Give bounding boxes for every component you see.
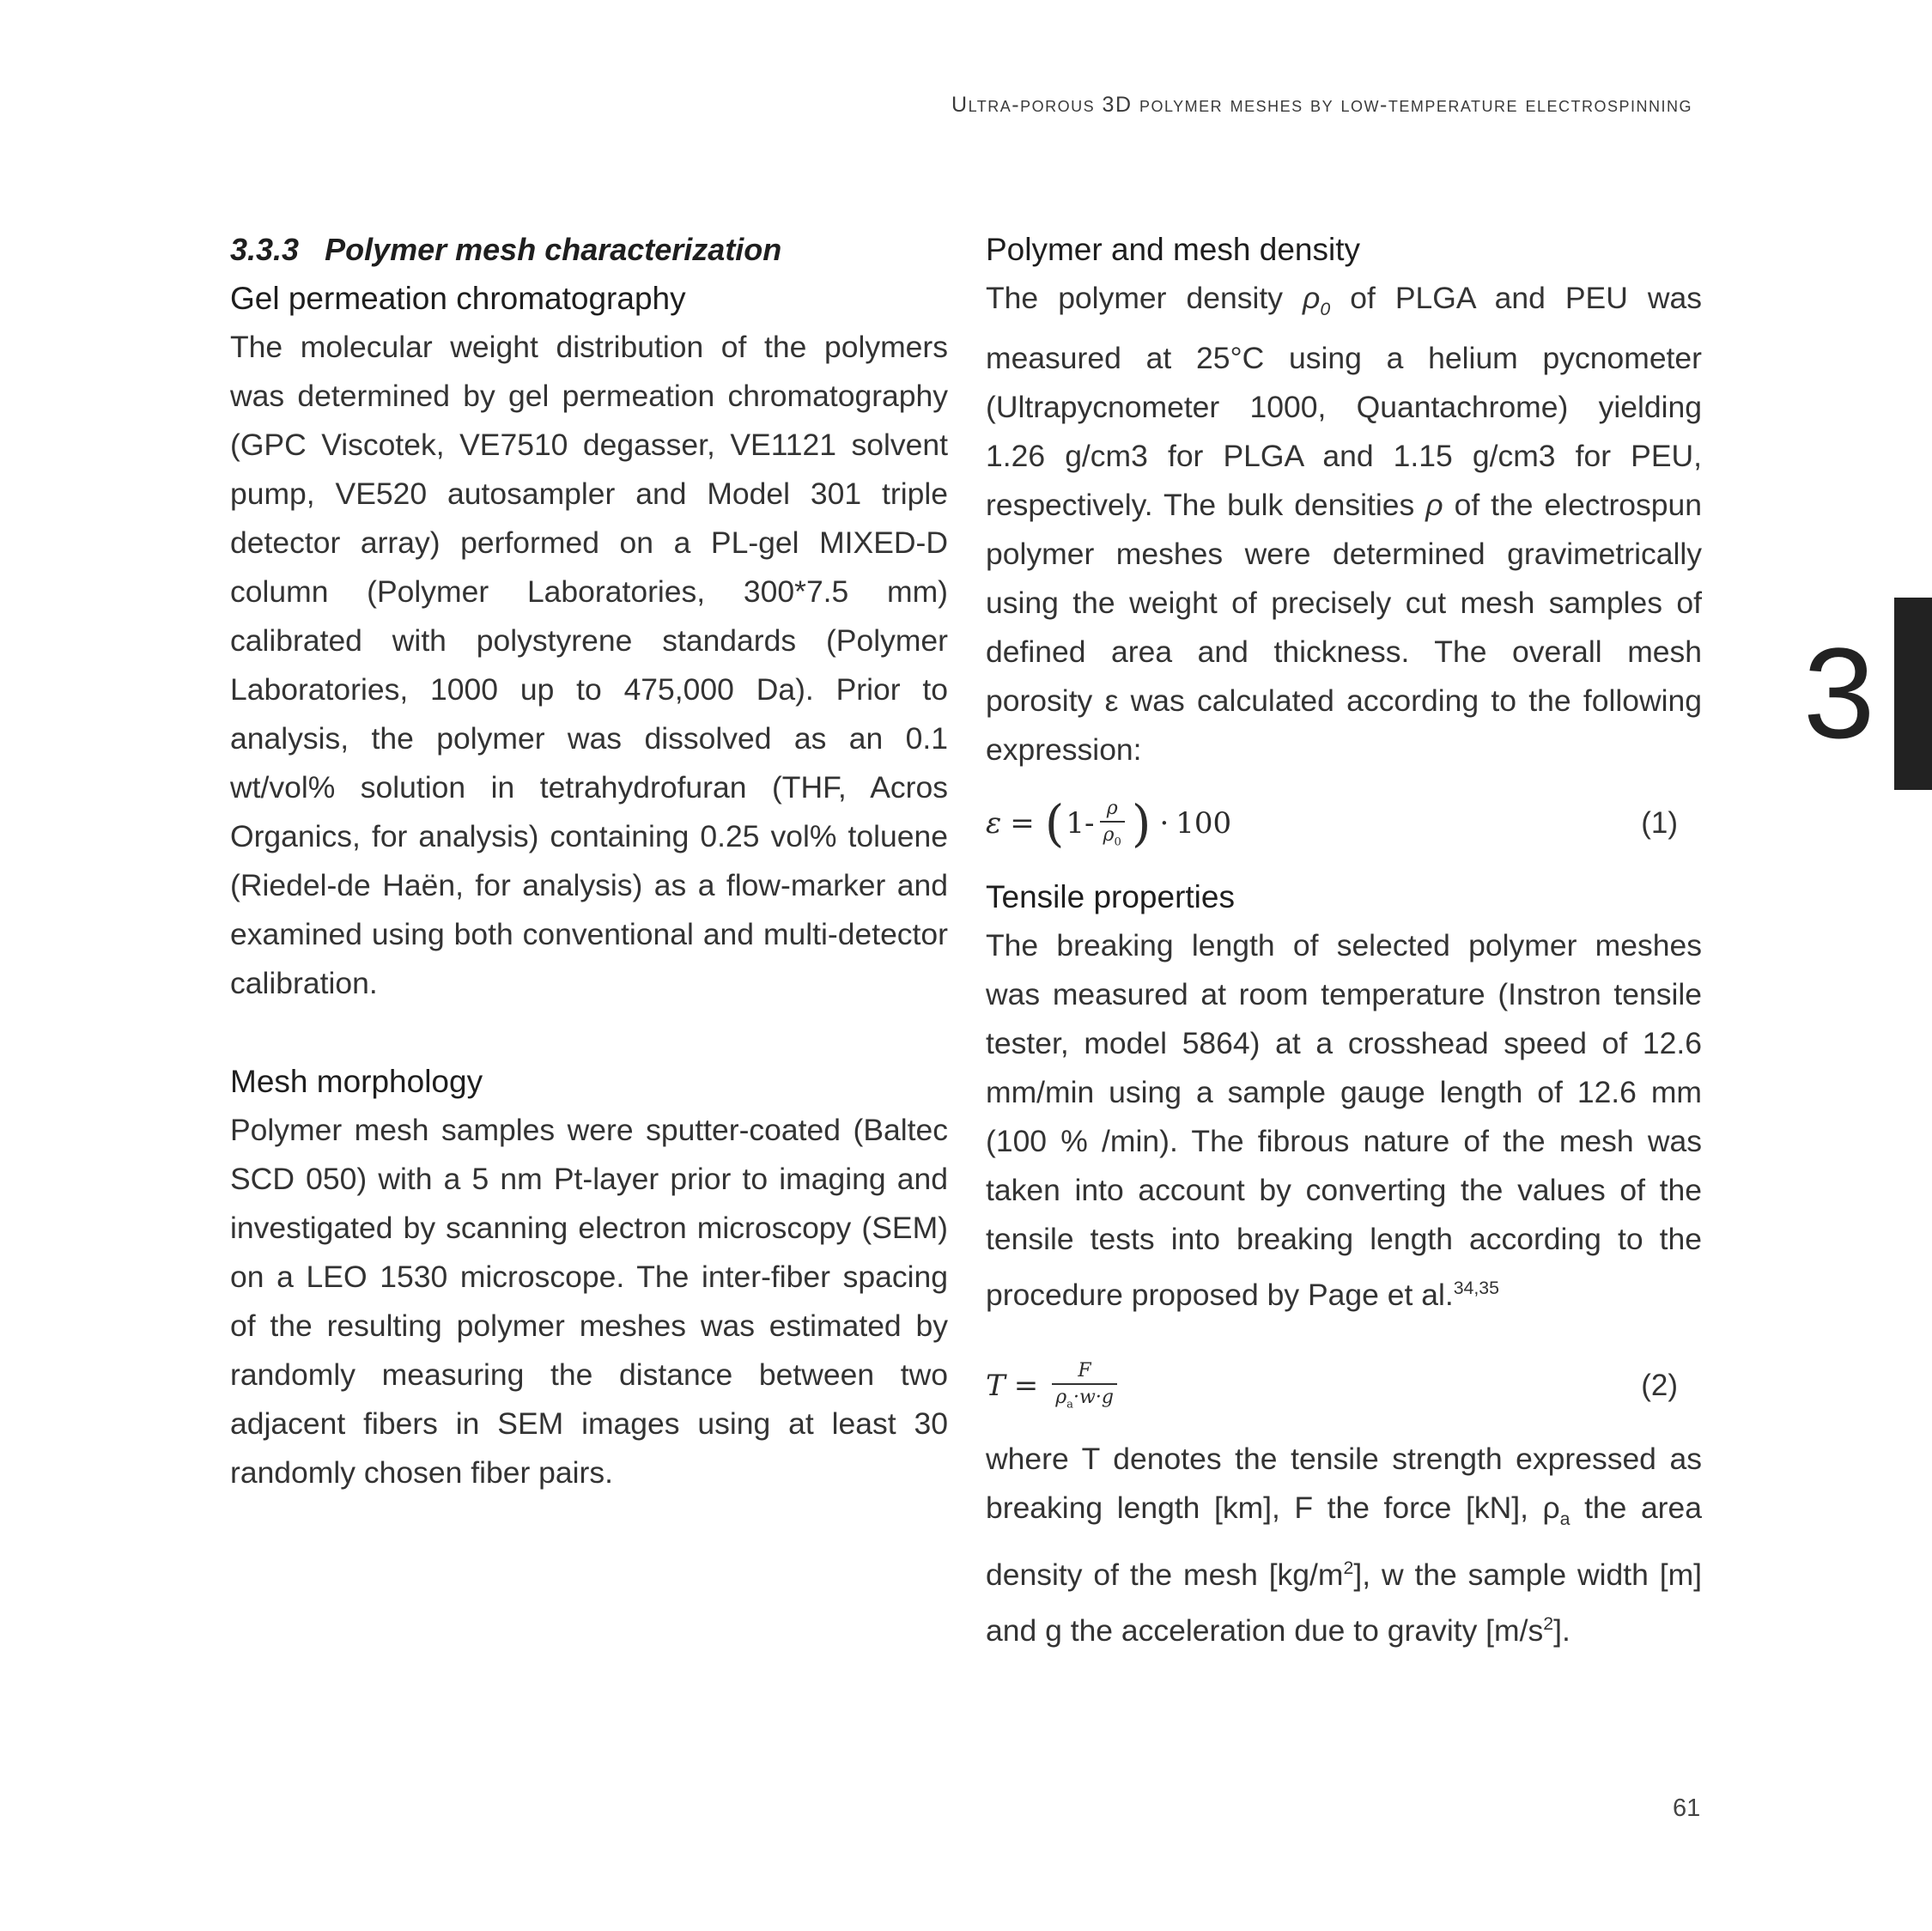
page-number: 61 bbox=[1673, 1794, 1701, 1822]
equation-1: ε = ( 1- $\frac{\rho}{\rho_0}$ ) · 100 (1) bbox=[986, 794, 1678, 853]
bulk-density-symbol: ρ bbox=[1425, 488, 1443, 523]
gpc-paragraph: The molecular weight distribution of the polymers was determined by gel permeation chromatography (GPC Viscotek, VE7510 degasser, VE1121 solvent pump, VE520 autosampler and Model 301 triple detector array) performed on a PL-gel MIXED-D column (Polymer Laboratories, 300*7.5 mm) calibrated with polystyrene standards (Polymer Laboratories, 1000 up to 475,000 Da). Prior to analysis, the polymer was dissolved as an 0.1 wt/vol% solution in tetrahydrofuran (THF, Acros Organics, for analysis) containing 0.25 vol% toluene (Riedel-de Haën, for analysis) as a flow-marker and examined using both conventional and multi-detector calibration. bbox=[230, 330, 948, 1000]
tensile-text: The breaking length of selected polymer meshes was measured at room temperature (Instron tensile tester, model 5864) at a crosshead speed of 12.6 mm/min using a sample gauge length of 12.6 mm (100 % /min). The fibrous nature of the mesh was taken into account by converting the values of the tensile tests into breaking length according to the procedure proposed by Page et al. bbox=[986, 928, 1702, 1312]
eq1-one-minus: 1- bbox=[1066, 806, 1095, 841]
right-column bbox=[986, 225, 1702, 1655]
density-text-1: The polymer density bbox=[986, 281, 1283, 315]
eq1-lhs: ε bbox=[986, 806, 1002, 841]
chapter-number: 3 bbox=[1803, 621, 1875, 765]
density-symbol: $\rho_0$ bbox=[1302, 281, 1331, 320]
density-paragraph bbox=[986, 274, 1702, 774]
tensile-paragraph bbox=[986, 921, 1702, 1320]
gpc-heading: Gel permeation chromatography bbox=[230, 281, 686, 316]
eq1-equals: = bbox=[1010, 806, 1035, 841]
tensile-heading: Tensile properties bbox=[986, 879, 1235, 915]
tensile-reference: 34,35 bbox=[1453, 1278, 1499, 1299]
eq2-equals: = bbox=[1013, 1368, 1039, 1403]
eq1-factor: 100 bbox=[1176, 806, 1232, 841]
section-title bbox=[230, 225, 948, 274]
chapter-tab bbox=[1894, 598, 1932, 790]
section-number: 3.3.3 bbox=[230, 232, 300, 267]
equation-2 bbox=[986, 1337, 1702, 1435]
where-paragraph: where T denotes the tensile strength expressed as breaking length [km], F the force [kN], $\rho_a$ the area density of the mesh $[kg/m^2]$, w the sample width [m] and g the acceleration due to gravity $[m/s^2]$. bbox=[986, 1441, 1702, 1648]
density-text-2: of PLGA and PEU was measured at 25°C using a helium pycnometer (Ultrapycnometer 1000, Quantachrome) yielding 1.26 g/cm3 for PLGA and 1.15 g/cm3 for PEU, respectively. The bulk densities bbox=[986, 281, 1703, 523]
eq1-fraction: $\frac{\rho}{\rho_0}$ bbox=[1100, 798, 1125, 848]
eq1-label: (1) bbox=[1641, 806, 1678, 841]
morphology-heading: Mesh morphology bbox=[230, 1064, 483, 1099]
eq2-label: (2) bbox=[1641, 1368, 1678, 1402]
section-title-text: Polymer mesh characterization bbox=[325, 232, 782, 267]
eq1-times: · bbox=[1159, 806, 1170, 841]
morphology-paragraph: Polymer mesh samples were sputter-coated (Baltec SCD 050) with a 5 nm Pt-layer prior to imaging and investigated by scanning electron microscopy (SEM) on a LEO 1530 microscope. The inter-fiber spacing of the resulting polymer meshes was estimated by randomly measuring the distance between two adjacent fibers in SEM images using at least 30 randomly chosen fiber pairs. bbox=[230, 1113, 948, 1490]
eq2-lhs: T bbox=[986, 1368, 1005, 1403]
left-column bbox=[230, 225, 948, 1497]
density-text-3: of the electrospun polymer meshes were determined gravimetrically using the weight of precisely cut mesh samples of defined area and thickness. The overall mesh porosity ε was calculated according to the following expression: bbox=[986, 488, 1703, 768]
running-header: Ultra-porous 3D polymer meshes by low-temperature electrospinning bbox=[951, 93, 1692, 117]
eq2-fraction: $\frac{F}{\rho_a\cdot w\cdot g}$ bbox=[1052, 1360, 1117, 1411]
density-heading: Polymer and mesh density bbox=[986, 232, 1360, 267]
